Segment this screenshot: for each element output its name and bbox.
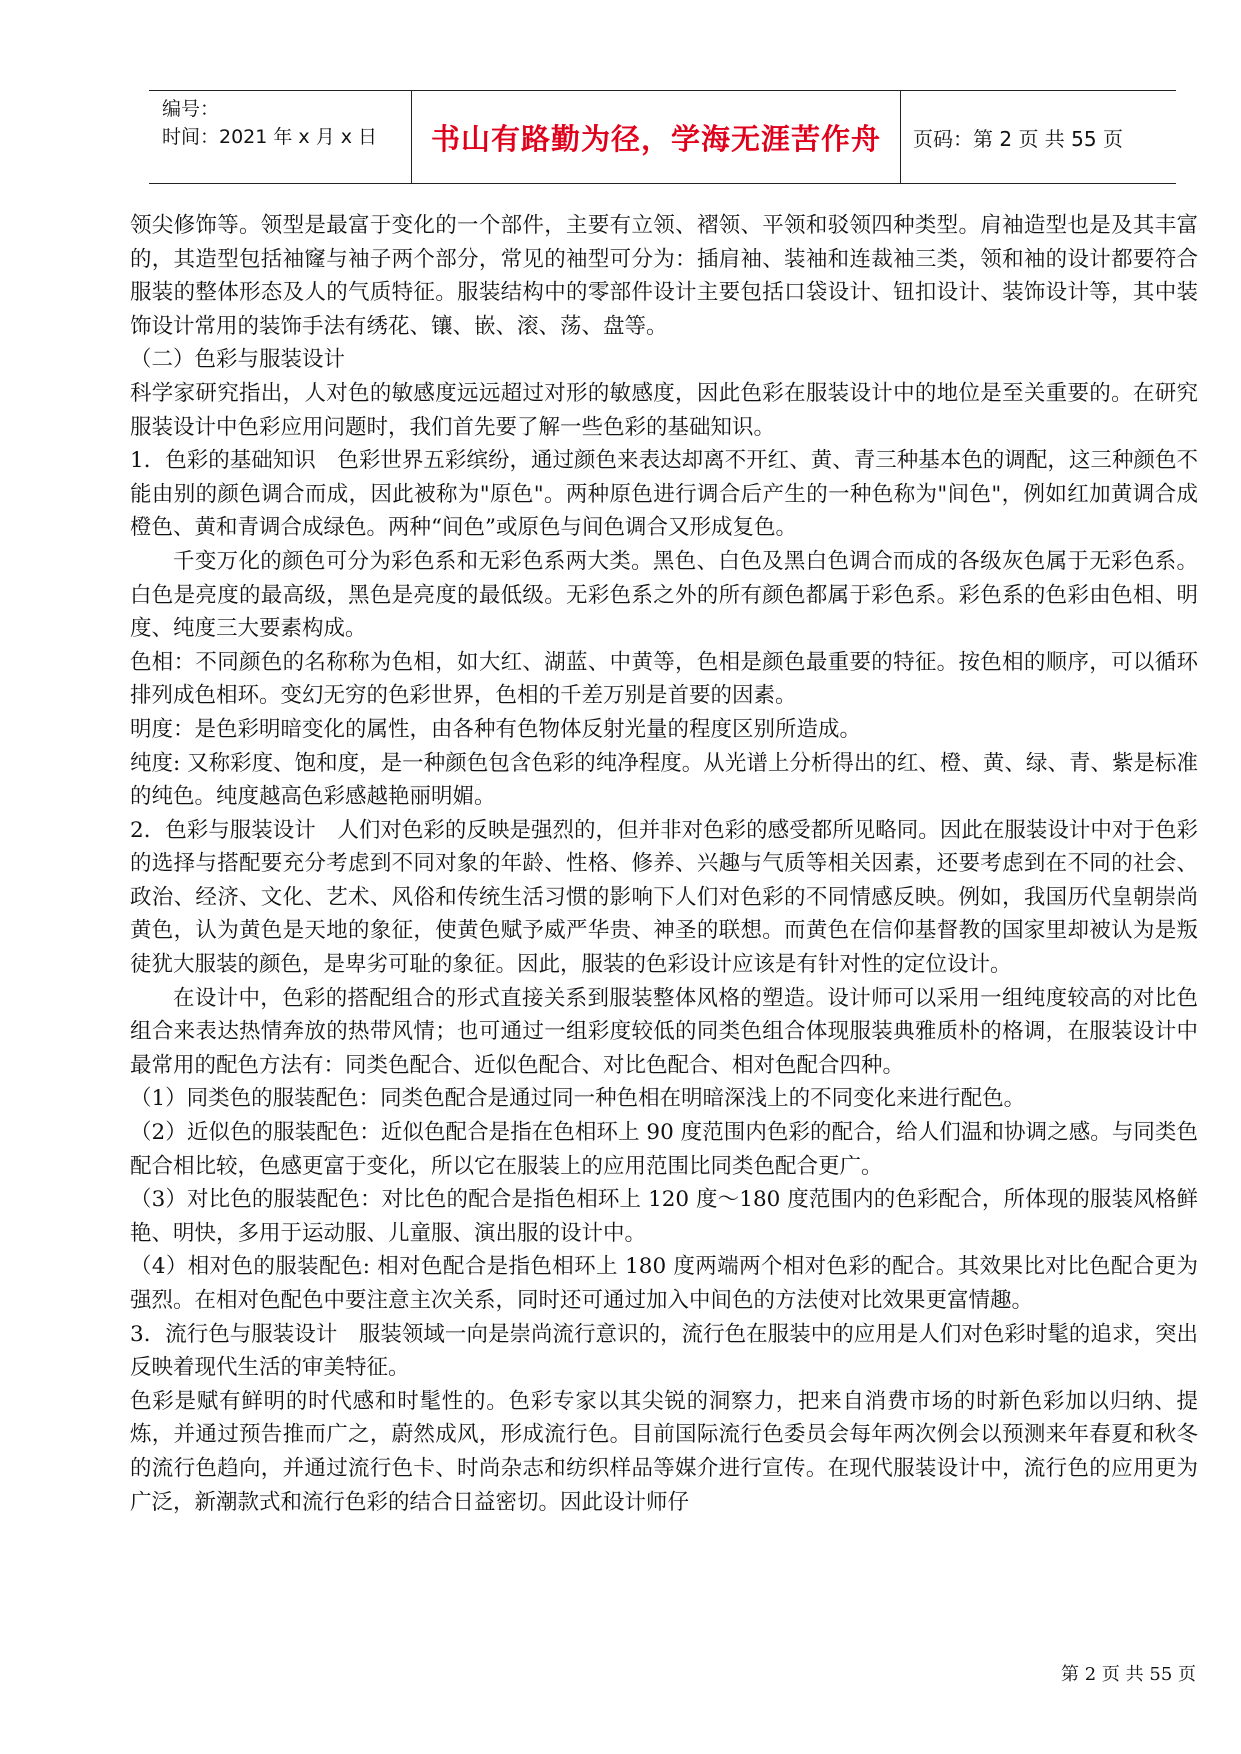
paragraph: 千变万化的颜色可分为彩色系和无彩色系两大类。黑色、白色及黑白色调合而成的各级灰色属于无彩色系。白色是亮度的最高级，黑色是亮度的最低级。无彩色系之外的所有颜色都属于彩色系。彩色系的色彩由色相、明度、纯度三大要素构成。: [130, 548, 1198, 642]
header-motto: 书山有路勤为径，学海无涯苦作舟: [430, 121, 881, 156]
document-number-label: 编号：: [162, 98, 220, 120]
paragraph: 纯度: 又称彩度、饱和度，是一种颜色包含色彩的纯净程度。从光谱上分析得出的红、橙、黄、绿、青、紫是标准的纯色。纯度越高色彩感越艳丽明媚。: [130, 750, 1198, 810]
paragraph: 科学家研究指出，人对色的敏感度远远超过对形的敏感度，因此色彩在服装设计中的地位是至关重要的。在研究服装设计中色彩应用问题时，我们首先要了解一些色彩的基础知识。: [130, 380, 1198, 440]
document-time: 时间：2021 年 x 月 x 日: [162, 126, 378, 148]
paragraph: 2．色彩与服装设计 人们对色彩的反映是强烈的，但并非对色彩的感受都所见略同。因此在服装设计中对于色彩的选择与搭配要充分考虑到不同对象的年龄、性格、修养、兴趣与气质等相关因素，还要考虑到在不同的社会、政治、经济、文化、艺术、风俗和传统生活习惯的影响下人们对色彩的不同情感反映。例如，我国历代皇朝崇尚黄色，认为黄色是天地的象征，使黄色赋予威严华贵、神圣的联想。而黄色在信仰基督教的国家里却被认为是叛徒犹大服装的颜色，是卑劣可耻的象征。因此，服装的色彩设计应该是有针对性的定位设计。: [130, 817, 1198, 978]
paragraph: 1．色彩的基础知识 色彩世界五彩缤纷，通过颜色来表达却离不开红、黄、青三种基本色的调配，这三种颜色不能由别的颜色调合而成，因此被称为"原色"。两种原色进行调合后产生的一种色称为"间色"，例如红加黄调合成橙色、黄和青调合成绿色。两种“间色”或原色与间色调合又形成复色。: [130, 448, 1198, 541]
section-heading: （二）色彩与服装设计: [130, 347, 346, 373]
list-item: （2）近似色的服装配色：近似色配合是指在色相环上 90 度范围内色彩的配合，给人们温和协调之感。与同类色配合相比较，色感更富于变化，所以它在服装上的应用范围比同类色配合更广。: [130, 1120, 1198, 1179]
paragraph: 色彩是赋有鲜明的时代感和时髦性的。色彩专家以其尖锐的洞察力，把来自消费市场的时新色彩加以归纳、提炼，并通过预告推而广之，蔚然成风，形成流行色。目前国际流行色委员会每年两次例会以预测来年春夏和秋冬的流行色趋向，并通过流行色卡、时尚杂志和纺织样品等媒介进行宣传。在现代服装设计中，流行色的应用更为广泛，新潮款式和流行色彩的结合日益密切。因此设计师仔: [130, 1388, 1198, 1515]
header-meta: [149, 91, 411, 183]
paragraph: 明度：是色彩明暗变化的属性，由各种有色物体反射光量的程度区别所造成。: [130, 716, 862, 742]
list-item: （1）同类色的服装配色：同类色配合是通过同一种色相在明暗深浅上的不同变化来进行配色。: [130, 1086, 1026, 1112]
paragraph: 在设计中，色彩的搭配组合的形式直接关系到服装整体风格的塑造。设计师可以采用一组纯度较高的对比色组合来表达热情奔放的热带风情；也可通过一组彩度较低的同类色组合体现服装典雅质朴的格调，在服装设计中最常用的配色方法有：同类色配合、近似色配合、对比色配合、相对色配合四种。: [130, 985, 1198, 1078]
paragraph: 3．流行色与服装设计 服装领域一向是崇尚流行意识的，流行色在服装中的应用是人们对色彩时髦的追求，突出反映着现代生活的审美特征。: [130, 1321, 1198, 1381]
page-header: [149, 90, 1176, 184]
list-item: （4）相对色的服装配色: 相对色配合是指色相环上 180 度两端两个相对色彩的配合。其效果比对比色配合更为强烈。在相对色配色中要注意主次关系，同时还可通过加入中间色的方法使对比效果更富情趣。: [130, 1254, 1198, 1313]
paragraph: 领尖修饰等。领型是最富于变化的一个部件，主要有立领、褶领、平领和驳领四种类型。肩袖造型也是及其丰富的，其造型包括袖窿与袖子两个部分，常见的袖型可分为：插肩袖、装袖和连裁袖三类，领和袖的设计都要符合服装的整体形态及人的气质特征。服装结构中的零部件设计主要包括口袋设计、钮扣设计、装饰设计等，其中装饰设计常用的装饰手法有绣花、镶、嵌、滚、荡、盘等。: [130, 213, 1198, 339]
header-motto-cell: [411, 91, 901, 183]
list-item: （3）对比色的服装配色：对比色的配合是指色相环上 120 度～180 度范围内的色彩配合，所体现的服装风格鲜艳、明快，多用于运动服、儿童服、演出服的设计中。: [130, 1187, 1198, 1246]
document-body: [130, 209, 1198, 1519]
page-footer: 第 2 页 共 55 页: [1061, 1664, 1196, 1685]
paragraph: 色相：不同颜色的名称称为色相，如大红、湖蓝、中黄等，色相是颜色最重要的特征。按色相的顺序，可以循环排列成色相环。变幻无穷的色彩世界，色相的千差万别是首要的因素。: [130, 649, 1198, 709]
header-page-code: 页码：第 2 页 共 55 页: [913, 126, 1123, 151]
